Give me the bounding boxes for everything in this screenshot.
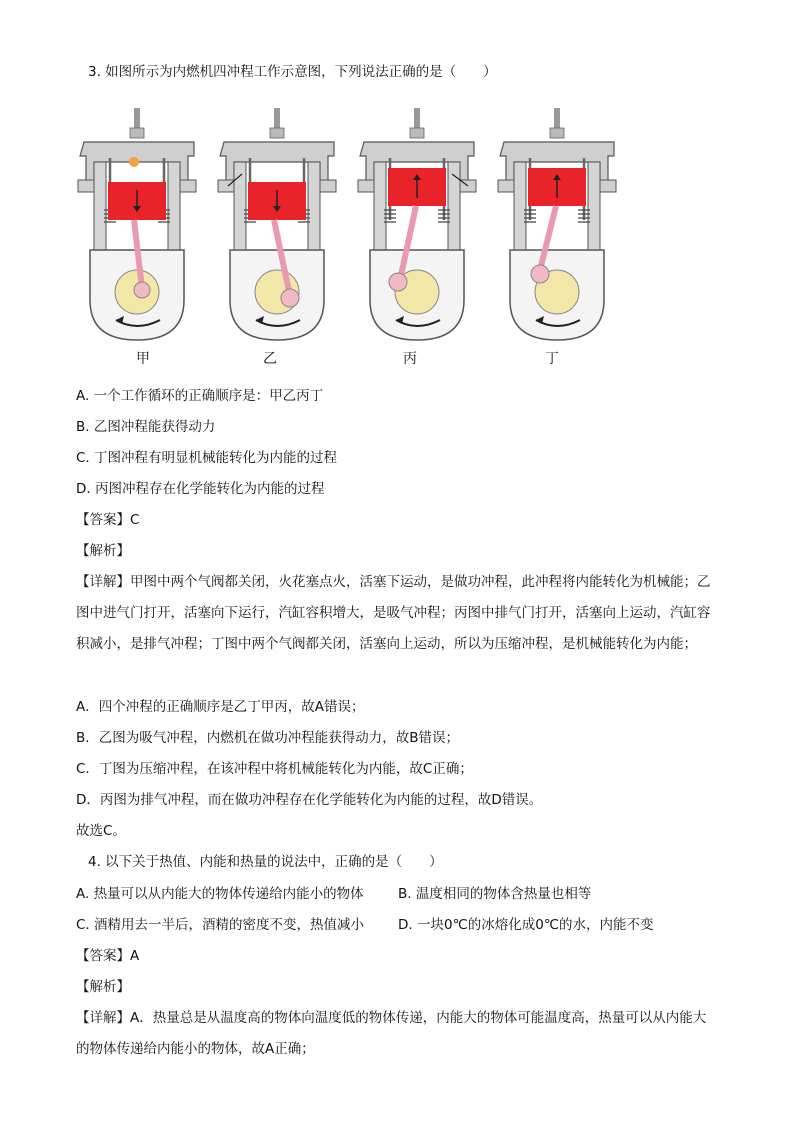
question-3-stem: 3. 如图所示为内燃机四冲程工作示意图，下列说法正确的是（ ）: [88, 64, 497, 80]
caption-jia: 甲: [136, 351, 150, 367]
q3-point-d: D．丙图为排气冲程，而在做功冲程存在化学能转化为内能的过程，故D错误。: [76, 792, 543, 808]
question-4-stem: 4. 以下关于热值、内能和热量的说法中，正确的是（ ）: [88, 854, 443, 870]
q3-option-c: C. 丁图冲程有明显机械能转化为内能的过程: [76, 450, 338, 466]
caption-bing: 丙: [403, 351, 417, 367]
q3-detail: 【详解】甲图中两个气阀都关闭，火花塞点火，活塞下运动，是做功冲程，此冲程将内能转化为机械能；乙图中进气门打开，活塞向下运行，汽缸容积增大，是吸气冲程；丙图中排气门打开，活塞向上运动，汽缸容积减小，是排气冲程；丁图中两个气阀都关闭，活塞向上运动，所以为压缩冲程，是机械能转化为内能；: [76, 574, 711, 652]
engine-yi: [218, 108, 336, 340]
q4-option-b: B. 温度相同的物体含热量也相等: [398, 886, 592, 902]
q3-point-a: A．四个冲程的正确顺序是乙丁甲丙，故A错误；: [76, 699, 365, 715]
q3-point-b: B．乙图为吸气冲程，内燃机在做功冲程能获得动力，故B错误；: [76, 730, 460, 746]
q3-answer: 【答案】C: [76, 512, 140, 528]
q3-option-a: A. 一个工作循环的正确顺序是：甲乙丙丁: [76, 388, 324, 404]
caption-yi: 乙: [263, 351, 277, 367]
q4-option-d: D. 一块0℃的冰熔化成0℃的水，内能不变: [398, 917, 654, 933]
q4-option-a: A. 热量可以从内能大的物体传递给内能小的物体: [76, 886, 364, 902]
q4-options-row-1: [76, 884, 592, 904]
q3-point-c: C．丁图为压缩冲程，在该冲程中将机械能转化为内能，故C正确；: [76, 761, 473, 777]
q4-analysis-label: 【解析】: [76, 979, 130, 995]
engine-jia: [78, 108, 196, 340]
q4-option-c: C. 酒精用去一半后，酒精的密度不变，热值减小: [76, 917, 365, 933]
q3-option-b: B. 乙图冲程能获得动力: [76, 419, 216, 435]
q4-answer: 【答案】A: [76, 948, 140, 964]
q3-option-d: D. 丙图冲程存在化学能转化为内能的过程: [76, 481, 325, 497]
engine-stroke-diagram: [76, 100, 496, 350]
q4-options-row-2: [76, 915, 654, 935]
engine-bing: [358, 108, 476, 340]
caption-ding: 丁: [545, 351, 559, 367]
q4-detail: 【详解】A．热量总是从温度高的物体向温度低的物体传递，内能大的物体可能温度高，热量可以从内能大的物体传递给内能小的物体，故A正确；: [76, 1010, 707, 1057]
q3-analysis-label: 【解析】: [76, 543, 130, 559]
engine-ding: [496, 100, 618, 350]
q3-conclusion: 故选C。: [76, 823, 126, 839]
